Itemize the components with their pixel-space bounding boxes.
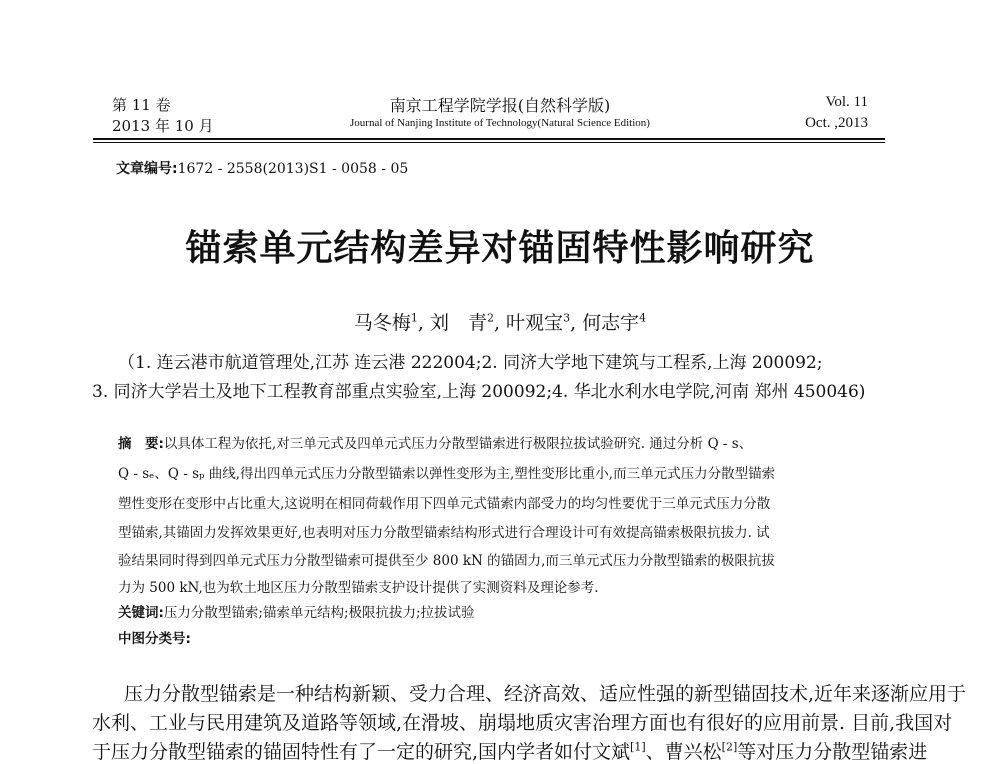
author-separator: , [570,312,577,334]
author-affil-mark: 1 [410,311,418,325]
abstract-line: Q - sₑ、Q - sₚ 曲线,得出四单元式压力分散型锚索以弹性变形为主,塑性变形比重小,而三单元式压力分散型锚索 [118,466,776,482]
author-name: 叶观宝 [506,312,564,334]
article-number-label: 文章编号: [116,161,178,177]
keywords [118,601,878,621]
author-separator: , [493,312,500,334]
body-text-line: 水利、工业与民用建筑及道路等领域,在滑坡、崩塌地质灾害治理方面也有很好的应用前景. 目前,我国对 [92,712,953,734]
abstract-label: 摘 要: [118,436,164,452]
abstract-line: 塑性变形在变形中占比重大,这说明在相同荷载作用下四单元式锚索内部受力的均匀性要优于三单元式压力分散 [118,496,771,512]
abstract-line: 型锚索,其锚固力发挥效果更好,也表明对压力分散型锚索结构形式进行合理设计可有效提高锚索极限抗拔力. 试 [118,525,770,541]
author-affil-mark: 2 [486,311,494,325]
author-name: 刘 青 [429,312,487,334]
affiliation-line: 3. 同济大学岩土及地下工程教育部重点实验室,上海 200092;4. 华北水利水电学院,河南 郑州 450046) [92,382,866,402]
header-rule-top [93,138,885,140]
journal-volume: 第 11 卷 [112,96,171,114]
author-affil-mark: 4 [639,311,647,325]
journal-volume-en: Vol. 11 [825,94,868,110]
citation-ref: [2] [721,740,738,754]
body-text-line: 压力分散型锚索是一种结构新颖、受力合理、经济高效、适应性强的新型锚固技术,近年来逐渐应用于 [124,683,967,705]
body-text: 等对压力分散型锚索进 [737,741,928,763]
body-text: 、曹兴松 [645,741,722,763]
author-name: 马冬梅 [353,312,411,334]
author-name: 何志宇 [582,312,640,334]
body-text-line [92,737,927,764]
abstract-line: 验结果同时得到四单元式压力分散型锚索可提供至少 800 kN 的锚固力,而三单元式压力分散型锚索的极限抗拔 [118,553,775,569]
clc-number [118,627,878,647]
affiliation-line: （1. 连云港市航道管理处,江苏 连云港 222004;2. 同济大学地下建筑与工程系,上海 200092; [118,353,823,373]
body-text: 于压力分散型锚索的锚固特性有了一定的研究,国内学者如付文斌 [92,741,631,763]
citation-ref: [1] [630,740,646,754]
journal-title-en: Journal of Nanjing Institute of Technology(Natural Science Edition) [350,117,650,129]
journal-date-en: Oct. ,2013 [805,115,868,131]
abstract-text: 以具体工程为依托,对三单元式及四单元式压力分散型锚索进行极限拉拔试验研究. 通过分析 Q - s、 [163,436,753,452]
journal-date-cn: 2013 年 10 月 [112,117,214,135]
keywords-value: 压力分散型锚索;锚索单元结构;极限抗拔力;拉拔试验 [163,605,475,621]
clc-label: 中图分类号: [118,631,191,647]
keywords-label: 关键词: [118,605,164,621]
article-number-value: 1672 - 2558(2013)S1 - 0058 - 05 [177,161,409,177]
header-rule-bottom [93,142,885,143]
author-separator: , [417,312,424,334]
author-affil-mark: 3 [563,311,571,325]
abstract-line: 力为 500 kN,也为软土地区压力分散型锚索支护设计提供了实测资料及理论参考. [118,580,599,596]
article-number [116,158,408,178]
abstract-line [118,432,878,452]
author-list [0,308,1000,335]
paper-title: 锚索单元结构差异对锚固特性影响研究 [185,228,815,269]
journal-title-cn: 南京工程学院学报(自然科学版) [389,96,611,115]
